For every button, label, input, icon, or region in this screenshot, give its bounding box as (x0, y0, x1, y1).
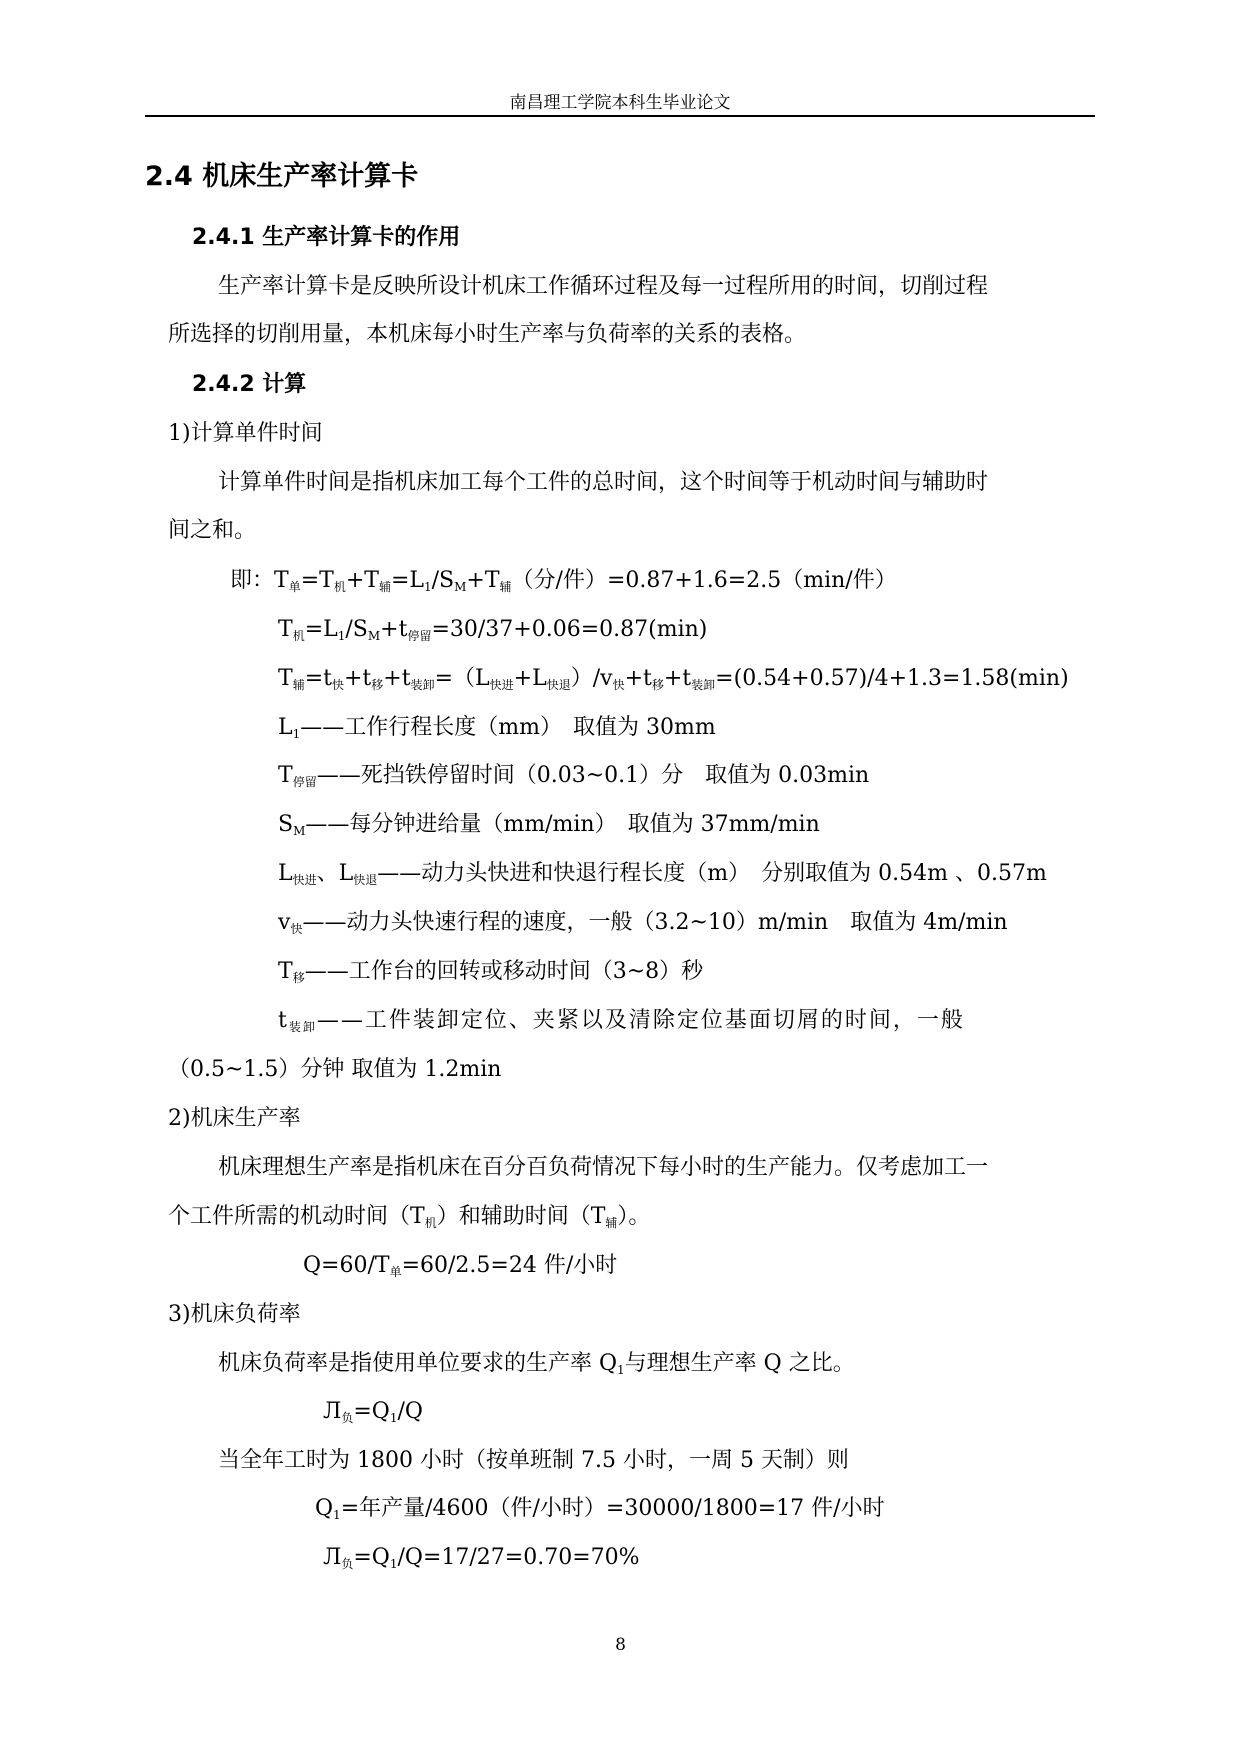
definition-sm: $S_M——$每分钟进给量（mm/min） 取值为 37mm/min (278, 812, 820, 838)
equation-load-ratio: $Л_负=Q_1/Q$ (323, 1399, 423, 1425)
equation-t-machine: $T_机=L_1/S_M+t_{停留}=30/37+0.06=0.87(\min)$ (278, 617, 708, 643)
item3-heading: 3)机床负荷率 (168, 1302, 301, 1327)
item2-para-line1: 机床理想生产率是指机床在百分百负荷情况下每小时的生产能力。仅考虑加工一 (218, 1155, 989, 1180)
item1-para-line1: 计算单件时间是指机床加工每个工件的总时间，这个时间等于机动时间与辅助时 (218, 470, 989, 495)
definition-t-load-line2: （0.5~1.5）分钟 取值为 1.2min (168, 1057, 502, 1082)
item1-heading: 1)计算单件时间 (168, 421, 323, 446)
item3-para-line1: 机床负荷率是指使用单位要求的生产率 $Q_1$与理想生产率 Q 之比。 (218, 1351, 855, 1377)
para1-line1: 生产率计算卡是反映所设计机床工作循环过程及每一过程所用的时间，切削过程 (218, 274, 989, 299)
item2-para-line2: 个工件所需的机动时间$(T_机)$和辅助时间$(T_辅)$。 (168, 1204, 651, 1230)
definition-l1: $L_1——$工作行程长度（mm） 取值为 30mm (278, 715, 716, 741)
item1-para-line2: 间之和。 (168, 518, 257, 543)
definition-v-rapid: $v_快——$动力头快速行程的速度，一般（3.2~10）m/min 取值为 4m/min (278, 910, 1008, 936)
para1-line2: 所选择的切削用量，本机床每小时生产率与负荷率的关系的表格。 (168, 322, 807, 347)
subsection-title-2: 2.4.2 计算 (192, 372, 307, 397)
equation-q: $Q=60/T_单=60/2.5=24$ 件/小时 (303, 1253, 618, 1279)
equation-t-unit: 即：$T_单=T_机+T_辅=L_1/S_M+T_辅$（分/件）=0.87+1.6=2.5（min/件） (230, 568, 897, 594)
running-header: 南昌理工学院本科生毕业论文 (509, 93, 731, 113)
item2-heading: 2)机床生产率 (168, 1106, 301, 1131)
item3-para-line2: 当全年工时为 1800 小时（按单班制 7.5 小时，一周 5 天制）则 (218, 1448, 849, 1473)
section-title: 2.4 机床生产率计算卡 (145, 161, 419, 192)
header-rule (145, 115, 1095, 117)
equation-q1: $Q_1=$年产量/4600（件/小时）=30000/1800=17 件/小时 (315, 1496, 885, 1522)
definition-t-move: $T_移——$工作台的回转或移动时间（3~8）秒 (278, 959, 704, 985)
page-number: 8 (615, 1635, 626, 1655)
equation-t-aux: $T_辅=t_快+t_移+t_{装卸}=(L_{快进}+L_{快退})/v_快+t_移+t_{装卸}=(0.54+0.57)/4+1.3=1.58(\min)$ (278, 666, 1069, 692)
subsection-title-1: 2.4.1 生产率计算卡的作用 (192, 225, 461, 250)
definition-t-dwell: $T_{停留}——$死挡铁停留时间（0.03~0.1）分 取值为 0.03min (278, 763, 870, 789)
equation-load-result: $Л_负=Q_1/Q=17/27=0.70=70\%$ (323, 1545, 640, 1571)
definition-l-rapid: $L_{快进}$、$L_{快退}——$动力头快进和快退行程长度（m） 分别取值为 0.54m 、0.57m (278, 861, 1047, 887)
definition-t-load: $t_{装卸}——$工件装卸定位、夹紧以及清除定位基面切屑的时间，一般 (278, 1008, 965, 1034)
